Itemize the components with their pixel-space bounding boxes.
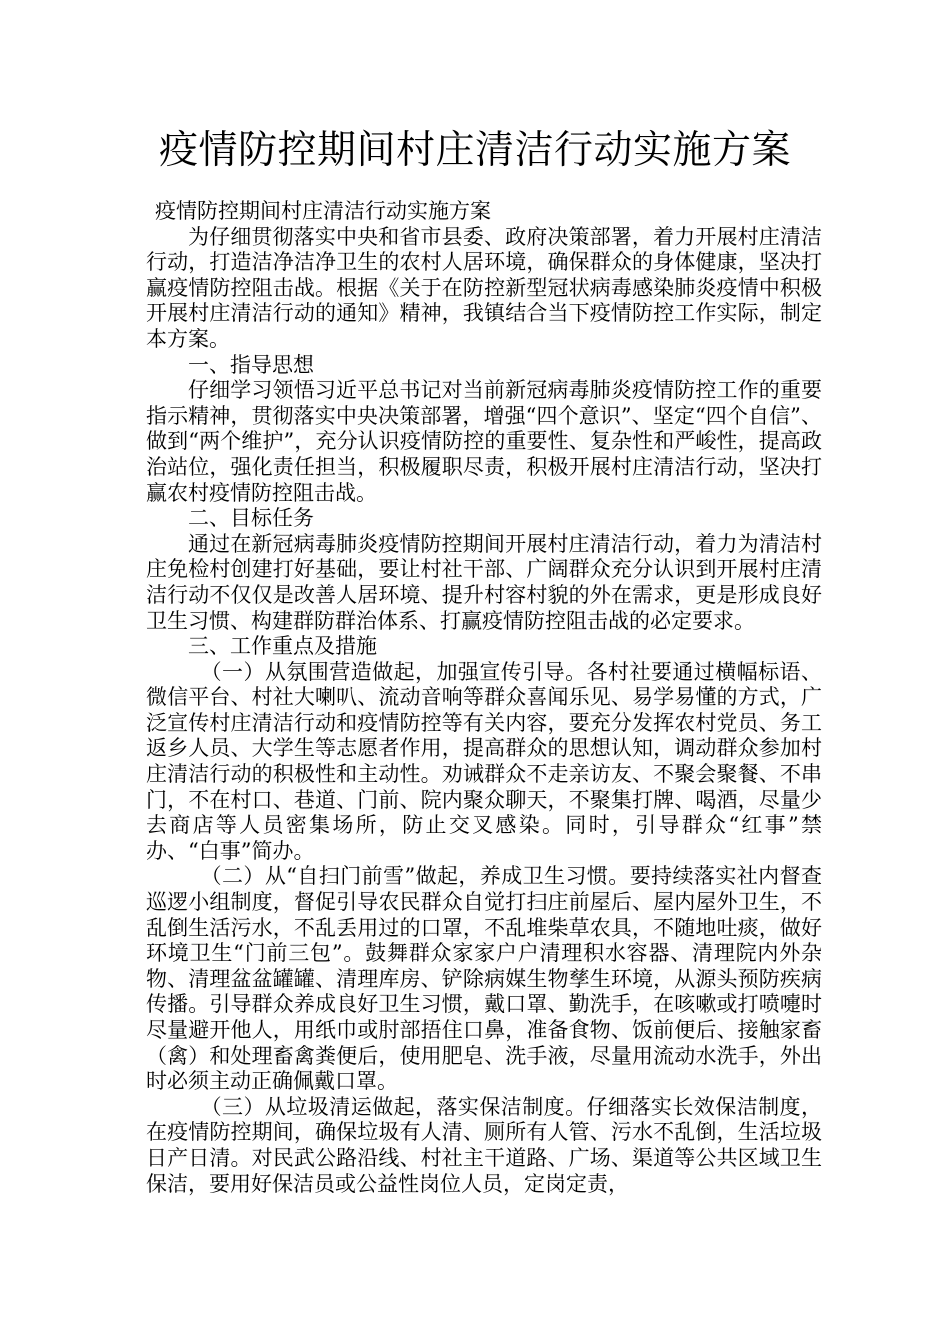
section-heading-measures: 三、工作重点及措施 [188, 634, 377, 659]
document-body [146, 199, 822, 1197]
paragraph-measure-3: （三）从垃圾清运做起，落实保洁制度。仔细落实长效保洁制度，在疫情防控期间，确保垃圾有人清、厕所有人管、污水不乱倒，生活垃圾日产日清。对民武公路沿线、村社主干道路、广场、渠道等公共区域卫生保洁，要用好保洁员或公益性岗位人员，定岗定责， [146, 1094, 822, 1196]
paragraph-measure-2: （二）从“自扫门前雪”做起，养成卫生习惯。要持续落实社内督查巡逻小组制度，督促引导农民群众自觉打扫庄前屋后、屋内屋外卫生，不乱倒生活污水，不乱丢用过的口罩，不乱堆柴草农具，不随地吐痰，做好环境卫生“门前三包”。鼓舞群众家家户户清理积水容器、清理院内外杂物、清理盆盆罐罐、清理库房、铲除病媒生物孳生环境，从源头预防疾病传播。引导群众养成良好卫生习惯，戴口罩、勤洗手，在咳嗽或打喷嚏时尽量避开他人，用纸巾或肘部捂住口鼻，准备食物、饭前便后、接触家畜（禽）和处理畜禽粪便后，使用肥皂、洗手液，尽量用流动水洗手，外出时必须主动正确佩戴口罩。 [146, 864, 822, 1094]
intro-paragraph: 为仔细贯彻落实中央和省市县委、政府决策部署，着力开展村庄清洁行动，打造洁净洁净卫生的农村人居环境，确保群众的身体健康，坚决打赢疫情防控阻击战。根据《关于在防控新型冠状病毒感染肺炎疫情中积极开展村庄清洁行动的通知》精神，我镇结合当下疫情防控工作实际，制定本方案。 [146, 224, 822, 351]
section-heading-guiding-ideology: 一、指导思想 [188, 352, 314, 377]
paragraph-goals: 通过在新冠病毒肺炎疫情防控期间开展村庄清洁行动，着力为清洁村庄免检村创建打好基础，要让村社干部、广阔群众充分认识到开展村庄清洁行动不仅仅是改善人居环境、提升村容村貌的外在需求，更是形成良好卫生习惯、构建群防群治体系、打赢疫情防控阻击战的必定要求。 [146, 531, 822, 633]
document-subtitle: 疫情防控期间村庄清洁行动实施方案 [155, 199, 491, 223]
paragraph-measure-1: （一）从氛围营造做起，加强宣传引导。各村社要通过横幅标语、微信平台、村社大喇叭、流动音响等群众喜闻乐见、易学易懂的方式，广泛宣传村庄清洁行动和疫情防控等有关内容，要充分发挥农村党员、务工返乡人员、大学生等志愿者作用，提高群众的思想认知，调动群众参加村庄清洁行动的积极性和主动性。劝诫群众不走亲访友、不聚会聚餐、不串门，不在村口、巷道、门前、院内聚众聊天，不聚集打牌、喝酒，尽量少去商店等人员密集场所，防止交叉感染。同时，引导群众“红事”禁办、“白事”简办。 [146, 659, 822, 863]
document-title: 疫情防控期间村庄清洁行动实施方案 [158, 128, 791, 173]
paragraph-guiding-ideology: 仔细学习领悟习近平总书记对当前新冠病毒肺炎疫情防控工作的重要指示精神，贯彻落实中央决策部署，增强“四个意识”、坚定“四个自信”、做到“两个维护”，充分认识疫情防控的重要性、复杂性和严峻性，提高政治站位，强化责任担当，积极履职尽责，积极开展村庄清洁行动，坚决打赢农村疫情防控阻击战。 [146, 378, 822, 505]
section-heading-goals: 二、目标任务 [188, 506, 314, 531]
